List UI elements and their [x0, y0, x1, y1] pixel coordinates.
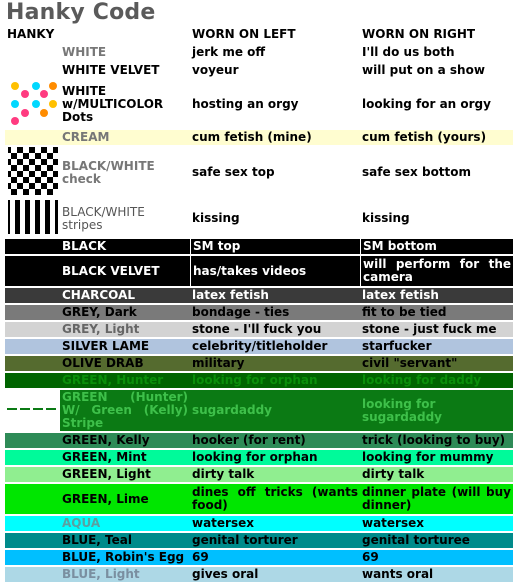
table-row	[5, 390, 513, 431]
right-meaning: will perform for the camera	[360, 256, 513, 286]
right-meaning: stone - just fuck me	[362, 322, 497, 336]
left-meaning: kissing	[192, 211, 240, 225]
hanky-name: OLIVE DRAB	[62, 356, 144, 370]
left-meaning: looking for orphan	[192, 450, 318, 464]
left-meaning: latex fetish	[192, 288, 269, 302]
table-row	[5, 516, 513, 531]
right-meaning: looking for mummy	[362, 450, 494, 464]
header-hanky: HANKY	[7, 27, 55, 41]
table-row	[5, 239, 513, 254]
hanky-name: GREEN (Hunter) W/ Green (Kelly) Stripe	[62, 390, 188, 430]
left-meaning: cum fetish (mine)	[192, 130, 312, 144]
right-meaning: civil "servant"	[362, 356, 458, 370]
table-row	[5, 373, 513, 388]
left-meaning: military	[192, 356, 245, 370]
black-white-check-swatch-icon	[5, 147, 60, 198]
page-title: Hanky Code	[6, 0, 156, 25]
hanky-name: BLACK/WHITE check	[62, 158, 155, 186]
right-meaning: safe sex bottom	[362, 165, 472, 179]
hanky-name: WHITE VELVET	[62, 63, 160, 77]
left-meaning: voyeur	[192, 63, 239, 77]
right-meaning: cum fetish (yours)	[362, 130, 487, 144]
left-meaning: dirty talk	[192, 467, 255, 481]
table-row	[5, 288, 513, 303]
table-row	[5, 433, 513, 448]
hanky-name: AQUA	[62, 516, 101, 530]
left-meaning: genital torturer	[192, 533, 298, 547]
right-meaning: watersex	[362, 516, 424, 530]
left-meaning: watersex	[192, 516, 254, 530]
hanky-name: BLACK VELVET	[62, 263, 160, 278]
right-meaning: wants oral	[362, 567, 434, 581]
right-meaning: will put on a show	[362, 63, 485, 77]
right-meaning: looking for an orgy	[362, 96, 491, 111]
table-row	[5, 130, 513, 145]
right-meaning: starfucker	[362, 339, 432, 353]
header-worn-right: WORN ON RIGHT	[362, 27, 476, 41]
hanky-name: CHARCOAL	[62, 288, 135, 302]
right-meaning: fit to be tied	[362, 305, 447, 319]
table-row	[5, 322, 513, 337]
right-meaning: trick (looking to buy)	[362, 433, 506, 447]
hanky-name: GREEN, Kelly	[62, 433, 150, 447]
table-row	[5, 256, 513, 286]
table-row	[5, 80, 513, 128]
left-meaning: dines off tricks (wants food)	[192, 485, 358, 512]
hanky-name: GREEN, Hunter	[62, 373, 164, 387]
hanky-name: SILVER LAME	[62, 339, 150, 353]
hanky-name: BLUE, Teal	[62, 533, 132, 547]
hanky-name: GREY, Dark	[62, 305, 137, 319]
hanky-name: GREEN, Lime	[62, 491, 149, 506]
right-meaning: looking for daddy	[362, 373, 482, 387]
hanky-name: BLACK	[62, 239, 107, 253]
table-row	[5, 44, 513, 61]
table-header-row	[5, 27, 513, 42]
table-row	[5, 200, 513, 237]
hunter-kelly-dashes-swatch-icon	[5, 390, 60, 431]
table-row	[5, 484, 513, 514]
hanky-name: GREY, Light	[62, 322, 140, 336]
hanky-name: WHITE w/MULTICOLOR Dots	[62, 83, 164, 124]
hanky-code-table	[5, 25, 513, 584]
right-meaning: looking for sugardaddy	[362, 396, 442, 424]
left-meaning: hosting an orgy	[192, 96, 299, 111]
right-meaning: dinner plate (will buy dinner)	[362, 485, 511, 512]
table-row	[5, 305, 513, 320]
table-row	[5, 467, 513, 482]
left-meaning: safe sex top	[192, 165, 275, 179]
header-worn-left: WORN ON LEFT	[192, 27, 296, 41]
left-meaning: 69	[192, 550, 209, 564]
hanky-name: GREEN, Mint	[62, 450, 147, 464]
left-meaning: stone - I'll fuck you	[192, 322, 322, 336]
table-row	[5, 567, 513, 582]
right-meaning: kissing	[362, 211, 410, 225]
left-meaning: sugardaddy	[192, 403, 272, 417]
right-meaning: I'll do us both	[362, 45, 455, 59]
left-meaning: gives oral	[192, 567, 259, 581]
left-meaning: looking for orphan	[192, 373, 318, 387]
right-meaning: latex fetish	[362, 288, 439, 302]
table-row	[5, 450, 513, 465]
right-meaning: 69	[362, 550, 379, 564]
right-meaning: genital torturee	[362, 533, 470, 547]
left-meaning: SM top	[190, 239, 360, 254]
multicolor-dots-swatch-icon	[5, 80, 60, 128]
left-meaning: bondage - ties	[192, 305, 290, 319]
table-row	[5, 339, 513, 354]
left-meaning: celebrity/titleholder	[192, 339, 328, 353]
table-row	[5, 147, 513, 198]
black-white-stripes-swatch-icon	[5, 200, 60, 237]
left-meaning: jerk me off	[192, 45, 266, 59]
hanky-name: BLUE, Robin's Egg	[62, 550, 185, 564]
right-meaning: dirty talk	[362, 467, 425, 481]
left-meaning: has/takes videos	[190, 256, 360, 286]
left-meaning: hooker (for rent)	[192, 433, 306, 447]
hanky-name: BLACK/WHITE stripes	[62, 204, 145, 232]
hanky-name: CREAM	[62, 130, 110, 144]
table-row	[5, 356, 513, 371]
hanky-name: GREEN, Light	[62, 467, 151, 481]
table-row	[5, 533, 513, 548]
hanky-name: BLUE, Light	[62, 567, 140, 581]
table-row	[5, 63, 513, 78]
hanky-name: WHITE	[62, 45, 107, 59]
right-meaning: SM bottom	[360, 239, 513, 254]
table-row	[5, 550, 513, 565]
